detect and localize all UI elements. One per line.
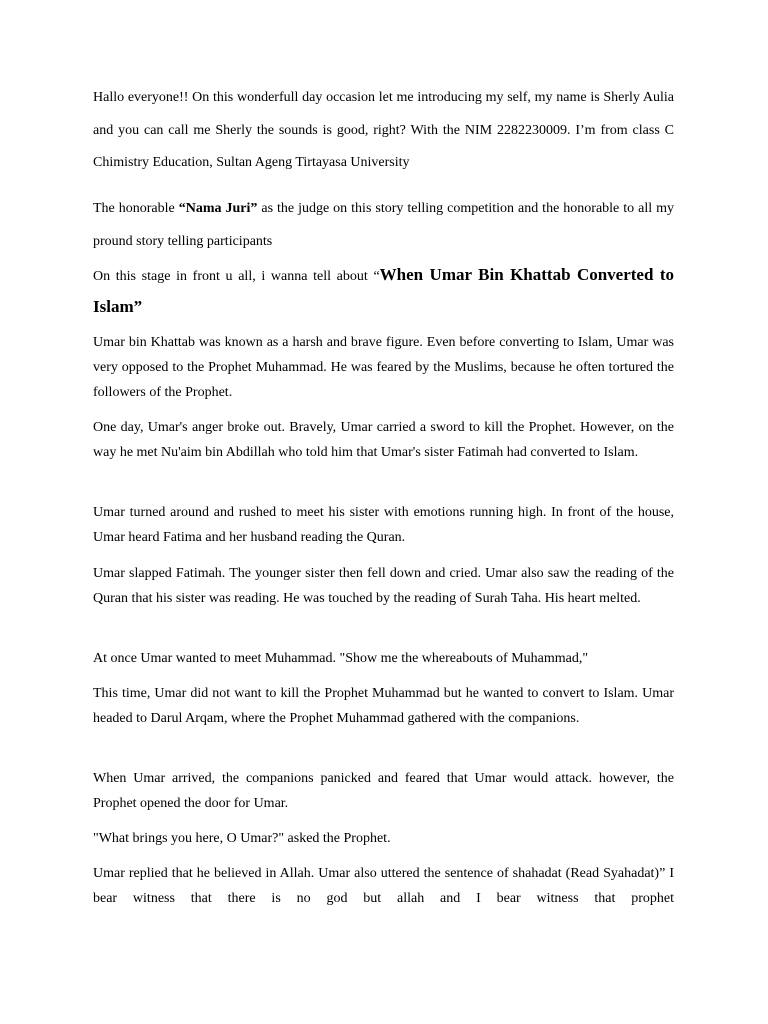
honorable-paragraph bbox=[93, 192, 674, 258]
intro-paragraph: Hallo everyone!! On this wonderfull day occasion let me introducing my self, my name is Sherly Aulia and you can call me Sherly the sounds is good, right? With the NIM 2282230009. I’m from class C Chimistry Education, Sultan Ageng Tirtayasa University bbox=[93, 90, 674, 170]
honorable-lead: The honorable bbox=[93, 201, 179, 216]
story-intro-paragraph bbox=[93, 260, 674, 324]
story-intro-lead: On this stage in front u all, i wanna tell about “ bbox=[93, 269, 380, 284]
story-paragraph-6: This time, Umar did not want to kill the Prophet Muhammad but he wanted to convert to Islam. Umar headed to Darul Arqam, where the Prophet Muhammad gathered with the companions. bbox=[93, 686, 674, 726]
story-paragraph-2: One day, Umar's anger broke out. Bravely, Umar carried a sword to kill the Prophet. However, on the way he met Nu'aim bin Abdillah who told him that Umar's sister Fatimah had converted to Islam. bbox=[93, 420, 674, 460]
story-paragraph-4: Umar slapped Fatimah. The younger sister then fell down and cried. Umar also saw the reading of the Quran that his sister was reading. He was touched by the reading of Surah Taha. His heart melted. bbox=[93, 566, 674, 606]
judge-name: “Nama Juri” bbox=[178, 201, 258, 216]
story-paragraph-7: When Umar arrived, the companions panicked and feared that Umar would attack. however, the Prophet opened the door for Umar. bbox=[93, 771, 674, 811]
honorable-rest: as the judge on this story telling competition and the honorable to all my pround story telling participants bbox=[93, 201, 674, 249]
story-title: When Umar Bin Khattab Converted to Islam” bbox=[93, 265, 675, 316]
story-paragraph-3: Umar turned around and rushed to meet his sister with emotions running high. In front of the house, Umar heard Fatima and her husband reading the Quran. bbox=[93, 505, 674, 545]
story-paragraph-5: At once Umar wanted to meet Muhammad. "Show me the whereabouts of Muhammad," bbox=[93, 651, 589, 666]
story-paragraph-8: "What brings you here, O Umar?" asked the Prophet. bbox=[93, 831, 391, 846]
story-paragraph-9: Umar replied that he believed in Allah. Umar also uttered the sentence of shahadat (Read Syahadat)” I bear witness that there is no god but allah and I bear witness that prophet bbox=[93, 866, 674, 906]
story-paragraph-1: Umar bin Khattab was known as a harsh and brave figure. Even before converting to Islam, Umar was very opposed to the Prophet Muhammad. He was feared by the Muslims, because he often tortured the followers of the Prophet. bbox=[93, 335, 674, 400]
